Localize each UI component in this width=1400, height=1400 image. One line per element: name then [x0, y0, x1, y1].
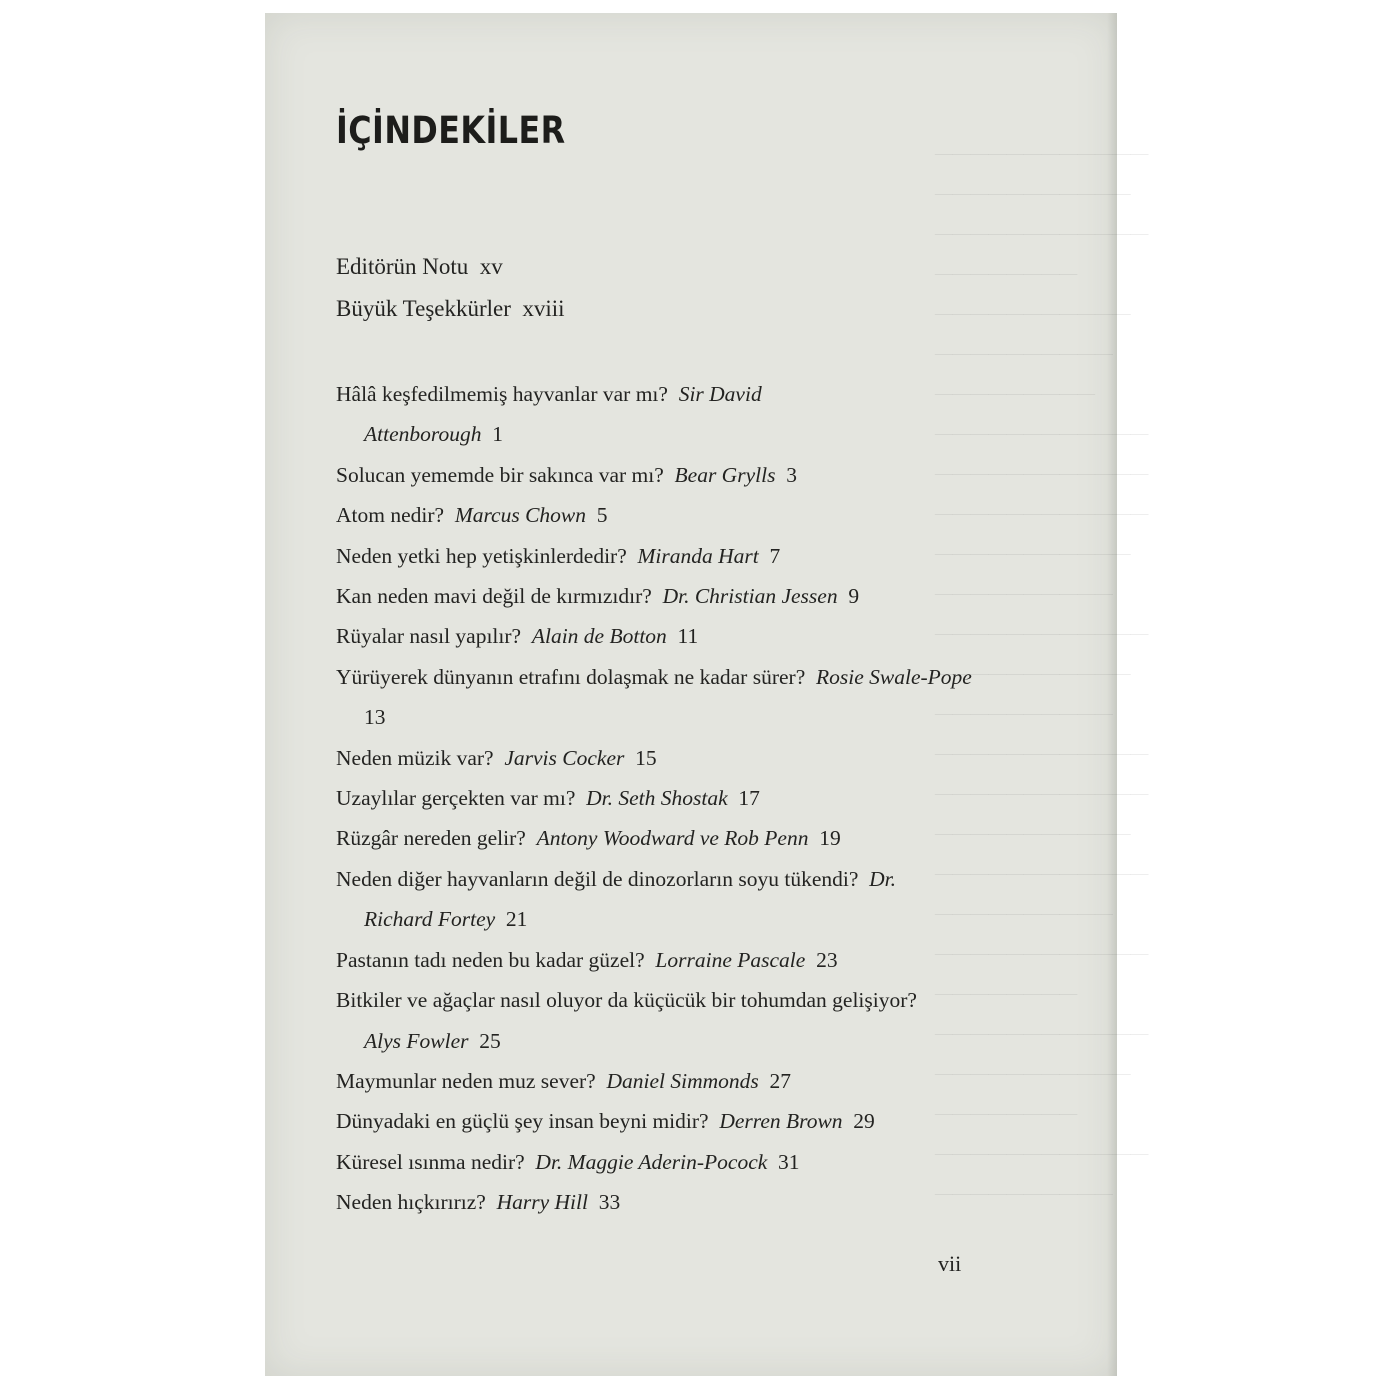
contents-entry [336, 778, 976, 818]
entry-page: 13 [364, 705, 386, 730]
entry-question: Yürüyerek dünyanın etrafını dolaşmak ne kadar sürer? [336, 664, 806, 689]
entry-page: 15 [635, 745, 657, 770]
front-matter-label: Editörün Notu [336, 254, 469, 279]
entry-author: Dr. Richard Fortey [364, 866, 897, 932]
entry-author: Jarvis Cocker [504, 745, 625, 770]
contents-entry [336, 859, 909, 940]
page-number: vii [938, 1251, 962, 1276]
page-edge-shadow [1107, 13, 1117, 1376]
entry-author: Harry Hill [496, 1190, 588, 1215]
entry-question: Uzaylılar gerçekten var mı? [336, 786, 576, 811]
entry-author: Dr. Seth Shostak [586, 786, 728, 811]
contents-entry [336, 495, 976, 535]
contents-entry [336, 1182, 976, 1222]
front-matter-label: Büyük Teşekkürler [336, 296, 511, 321]
entry-page: 11 [677, 624, 699, 649]
front-matter-page: xv [479, 254, 503, 279]
entry-question: Rüyalar nasıl yapılır? [336, 624, 522, 649]
entry-page: 3 [786, 462, 797, 487]
entry-page: 17 [738, 786, 760, 811]
front-matter-item [336, 296, 565, 322]
entry-question: Maymunlar neden muz sever? [336, 1068, 596, 1093]
entry-page: 23 [816, 947, 838, 972]
entry-page: 25 [479, 1028, 501, 1053]
entry-author: Sir David Attenborough [364, 382, 762, 447]
contents-entry [336, 1061, 976, 1101]
entry-page: 1 [492, 422, 503, 447]
entry-page: 21 [505, 907, 528, 932]
entry-page: 19 [819, 826, 841, 851]
entry-question: Rüzgâr nereden gelir? [336, 826, 526, 851]
entry-author: Derren Brown [719, 1109, 843, 1134]
entry-page: 29 [853, 1109, 875, 1134]
entry-question: Pastanın tadı neden bu kadar güzel? [336, 947, 645, 972]
entry-question: Kan neden mavi değil de kırmızıdır? [336, 584, 652, 609]
entry-author: Dr. Christian Jessen [662, 584, 838, 609]
entry-author: Rosie Swale-Pope [815, 664, 972, 689]
entry-question: Neden diğer hayvanların değil de dinozorların soyu tükendi? [336, 866, 859, 891]
entry-question: Küresel ısınma nedir? [336, 1149, 525, 1174]
entry-author: Daniel Simmonds [606, 1068, 759, 1093]
entry-question: Hâlâ keşfedilmemiş hayvanlar var mı? [336, 382, 668, 406]
contents-entry [336, 818, 976, 858]
entry-question: Solucan yememde bir sakınca var mı? [336, 462, 664, 487]
entry-page: 33 [598, 1190, 621, 1215]
entry-question: Bitkiler ve ağaçlar nasıl oluyor da küçücük bir tohumdan gelişiyor? [336, 988, 917, 1013]
entry-author: Marcus Chown [454, 503, 587, 528]
contents-entry [336, 738, 976, 778]
entry-author: Dr. Maggie Aderin-Pocock [535, 1149, 768, 1174]
entry-page: 31 [778, 1149, 800, 1174]
entry-question: Atom nedir? [336, 503, 445, 528]
entry-author: Alys Fowler [364, 1028, 469, 1053]
entry-page: 9 [848, 584, 860, 609]
entry-question: Dünyadaki en güçlü şey insan beyni midir? [336, 1109, 709, 1134]
entry-author: Antony Woodward ve Rob Penn [536, 826, 809, 851]
contents-entry [336, 980, 944, 1061]
entry-question: Neden müzik var? [336, 745, 494, 770]
contents-entry [336, 576, 976, 616]
contents-entry [336, 536, 976, 576]
front-matter-page: xviii [522, 296, 565, 321]
contents-entry [336, 374, 884, 455]
front-matter-item [336, 254, 503, 280]
entry-page: 27 [769, 1068, 791, 1093]
entry-author: Alain de Botton [531, 624, 667, 649]
contents-entry [336, 1142, 976, 1182]
entry-question: Neden yetki hep yetişkinlerdedir? [336, 543, 627, 568]
contents-entry [336, 455, 976, 495]
entry-page: 7 [769, 543, 781, 568]
book-page [265, 13, 1149, 1376]
page-title: İÇİNDEKİLER [336, 109, 566, 152]
contents-entry [336, 616, 976, 656]
contents-entry [336, 940, 976, 980]
contents-entry [336, 1101, 976, 1141]
contents-entry [336, 657, 989, 738]
contents-list [336, 374, 976, 1223]
entry-author: Bear Grylls [674, 462, 776, 487]
entry-page: 5 [596, 503, 608, 528]
entry-question: Neden hıçkırırız? [336, 1190, 486, 1215]
entry-author: Lorraine Pascale [655, 947, 806, 972]
show-through-texture: ———————————— ——————————— ———————————— ———————— ——————————— —————————— ————————— ———————————— ———————————— ———————————— ——————————— —————————— ———————————— ——————————— —————————— ———————————— ———————————— ——————————— ———————————— —————————— ———————————— ———————— ———————————— ——————————— ———————— ———————————— —————————— [935, 142, 1149, 1204]
entry-author: Miranda Hart [637, 543, 759, 568]
